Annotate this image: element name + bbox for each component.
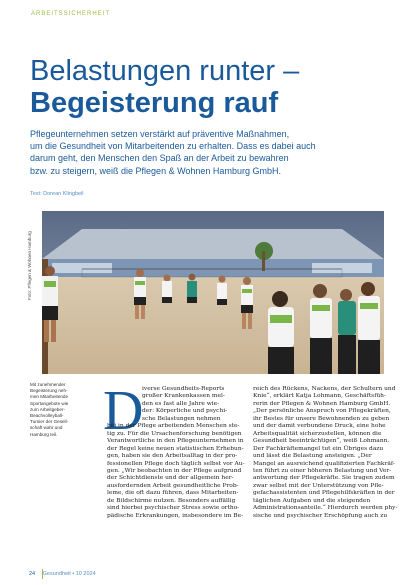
body-line: gefachassistenten und Pflegehilfskräften in der [253, 490, 395, 497]
body-line: Verantwortliche in den Pflegeunternehmen in [107, 438, 244, 445]
photo-illustration [42, 211, 384, 374]
caption-line: Sportangebote wie [30, 400, 69, 406]
body-line: ausfordernden Arbeit gesundheitliche Prob- [107, 482, 239, 489]
lead-line: um die Gesundheit von Mitarbeitenden zu erhalten. Dass es dabei auch [30, 141, 316, 152]
body-line: tig zu. Für die Ursachenforschung benötigen [107, 430, 242, 437]
body-line: pädische Erkrankungen, insbesondere im Be- [107, 512, 244, 519]
caption-line: Turnier der Gesell- [30, 419, 69, 425]
caption-line: Begeisterung neh- [30, 388, 68, 394]
caption-line: Hamburg teil. [30, 431, 58, 437]
photo-caption [30, 382, 100, 438]
body-line: antwortung der Pflegekräfte. Sie tragen zudem [253, 475, 395, 482]
lead-line: bzw. zu steigern, weiß die Pflegen & Wohnen Hamburg GmbH. [30, 165, 281, 176]
photo-credit: Foto: Pflegen & Wohnen Hamburg [27, 231, 32, 300]
body-line: gen. „Wir beobachten in der Pflege aufgrund [107, 467, 242, 474]
body-column-1 [107, 386, 246, 520]
page-footer [29, 571, 96, 577]
body-line: ihr Bestes für unsere Bewohnenden zu geben [253, 415, 390, 422]
page-number: 24 [29, 571, 36, 577]
body-line: zwar selbst mit der Unterstützung von Pfle- [253, 482, 384, 489]
body-line: Arbeitsqualität sicherzustellen, können die [253, 430, 382, 437]
body-line: Knie“, erklärt Katja Lohmann, Geschäftsfüh- [253, 393, 386, 400]
headline-line-2: Begeisterung rauf [30, 87, 279, 119]
body-line: der: Körperliche und psychi- [142, 408, 228, 415]
body-line: sische und psychischer Erschöpfung auch zu [253, 512, 388, 519]
drop-cap: D [103, 380, 144, 442]
body-line: sche Belastungen nehmen [142, 415, 221, 422]
beach-volleyball-photo [42, 211, 384, 374]
body-line: der Schichtdienste und der allgemein her- [107, 475, 234, 482]
body-line: rerin der Pflegen & Wohnen Hamburg GmbH. [253, 400, 391, 407]
body-line: fessionellen Pflege doch täglich selbst vor Au- [107, 460, 245, 467]
body-line: täglichen Aufgaben und die steigenden [253, 497, 371, 504]
body-line: iverse Gesundheits-Reports [142, 386, 225, 392]
body-line: Administrationsanteile.“ Hierdurch werden phy- [253, 505, 398, 512]
body-line: bei in der Pflege arbeitenden Menschen ste- [107, 423, 240, 430]
body-line: gen, haben sie den Arbeitsalltag in der pro- [107, 453, 238, 460]
body-line: und lässt die Belastung ansteigen. „Der [253, 453, 372, 460]
body-line: leme, die oft dazu führen, dass Mitarbeiten- [107, 490, 239, 497]
caption-line: schaft wahr und [30, 425, 63, 431]
headline-line-1: Belastungen runter – [30, 55, 300, 87]
body-line: Der Fachkräftemangel tut ein Übriges dazu [253, 445, 384, 452]
body-line: ten führt zu einer höheren Belastung und Ver- [253, 467, 392, 474]
body-line: den es fast alle Jahre wie- [142, 400, 220, 407]
body-column-2 [253, 386, 398, 520]
body-line: reich des Rückens, Nackens, der Schultern und [253, 386, 396, 392]
body-line: Mangel an ausreichend qualifizierten Fachkräf- [253, 460, 395, 467]
author-credit: Text: Dorean Klingbeil [30, 191, 84, 197]
body-line: sind hierbei psychischer Stress sowie ortho- [107, 505, 240, 512]
lead-paragraph [30, 128, 360, 177]
body-line: de Bildschirme nutzen. Besonders auffällig [107, 497, 236, 504]
caption-line: zum Arbeitgeber- [30, 406, 65, 412]
caption-line: Mit zunehmender [30, 382, 66, 387]
body-line: und der damit verbundene Druck, eine hohe [253, 423, 386, 430]
caption-line: men Mitarbeitende [30, 394, 69, 400]
lead-line: Pflegeunternehmen setzen verstärkt auf präventive Maßnahmen, [30, 129, 290, 139]
body-line: „Der persönliche Anspruch von Pflegekräften, [253, 408, 391, 415]
section-label: ARBEITSSICHERHEIT [31, 11, 111, 17]
body-line: der Regel keine neuen statistischen Erhebun- [107, 445, 244, 452]
issue-label: Gesundheit • 10 2024 [42, 571, 96, 577]
caption-line: Beachvolleyball- [30, 413, 64, 419]
body-line: großer Krankenkassen mel- [142, 393, 225, 400]
lead-line: darum geht, den Menschen den Spaß an der Arbeit zu bewahren [30, 153, 289, 164]
body-line: Gesundheit beeinträchtigen“, weiß Lohmann. [253, 438, 390, 445]
